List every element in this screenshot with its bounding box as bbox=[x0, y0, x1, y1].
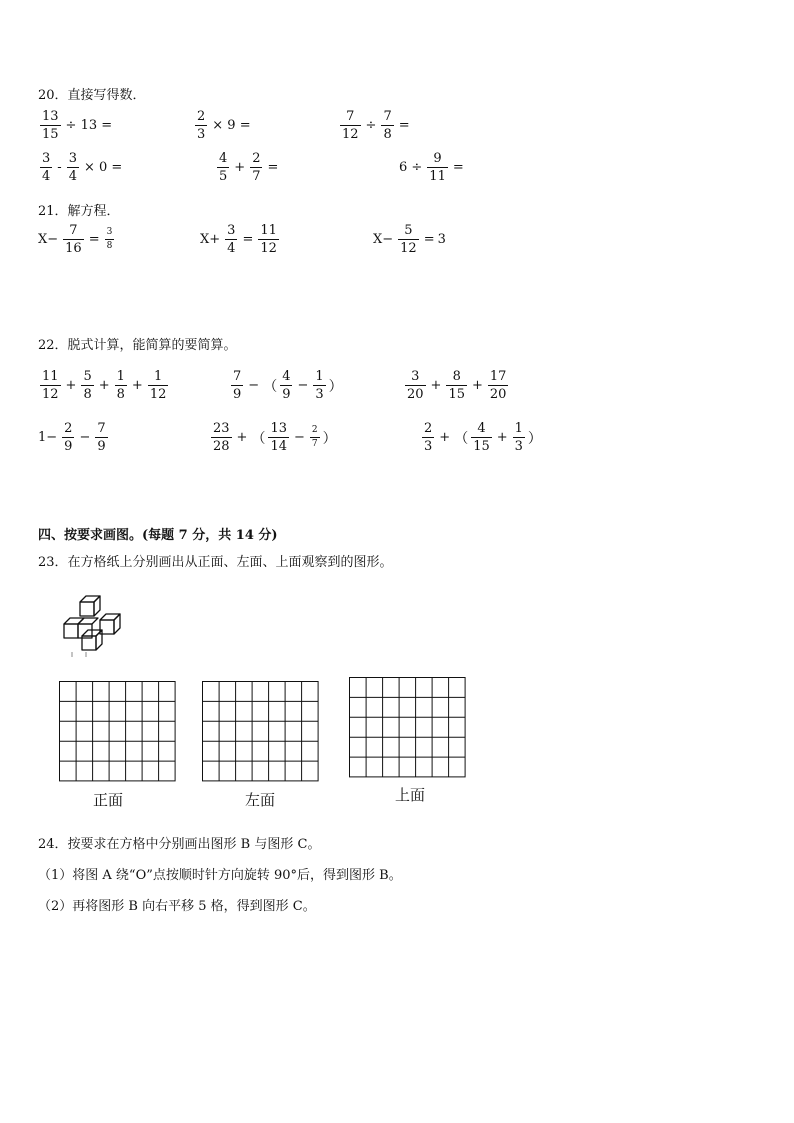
q20-item-4: $\frac{3}{4}$ - $\frac{3}{4}$ × 0 = bbox=[42, 151, 123, 184]
fraction: $\frac{5}{12}$ bbox=[400, 223, 417, 256]
fraction: $\frac{4}{9}$ bbox=[282, 369, 291, 402]
left-view-grid[interactable] bbox=[202, 681, 319, 782]
q24-step-2: （2）再将图形 B 向右平移 5 格，得到图形 C。 bbox=[38, 899, 316, 914]
fraction: $\frac{3}{4}$ bbox=[227, 223, 236, 256]
q20-item-3: $\frac{7}{12}$ ÷ $\frac{7}{8}$ = bbox=[342, 109, 410, 142]
front-view-label: 正面 bbox=[93, 791, 124, 809]
q21-equation-2: X+ $\frac{3}{4}$ = $\frac{11}{12}$ bbox=[200, 223, 277, 256]
q22-expression-3: $\frac{3}{20}$ + $\frac{8}{15}$ + $\frac{17}{20}$ bbox=[407, 369, 507, 402]
fraction: $\frac{1}{12}$ bbox=[149, 369, 167, 402]
section-4-title: 四、按要求画图。(每题 7 分，共 14 分) bbox=[38, 528, 278, 543]
fraction: $\frac{3}{20}$ bbox=[407, 369, 424, 402]
fraction: $\frac{13}{14}$ bbox=[270, 421, 287, 454]
q21-title: 21．解方程． bbox=[38, 204, 120, 219]
fraction: $\frac{7}{9}$ bbox=[233, 369, 242, 402]
fraction: $\frac{2}{7}$ bbox=[252, 151, 261, 184]
q23-title: 23．在方格纸上分别画出从正面、左面、上面观察到的图形。 bbox=[38, 555, 393, 570]
fraction: $\frac{3}{4}$ bbox=[42, 151, 51, 184]
q20-item-1: $\frac{13}{15}$ ÷ 13 = bbox=[42, 109, 113, 142]
fraction: $\frac{7}{12}$ bbox=[342, 109, 359, 142]
fraction: $\frac{7}{9}$ bbox=[97, 421, 106, 454]
q22-expression-1: $\frac{11}{12}$ + $\frac{5}{8}$ + $\frac{1}{8}$ + $\frac{1}{12}$ bbox=[42, 369, 167, 402]
q22-expression-2: $\frac{7}{9}$ − （ $\frac{4}{9}$ − $\frac{1}{3}$ ） bbox=[233, 369, 343, 402]
fraction: $\frac{1}{3}$ bbox=[514, 421, 523, 454]
q24-step-1: （1）将图 A 绕“O”点按顺时针方向旋转 90°后，得到图形 B。 bbox=[38, 868, 402, 883]
q20-item-2: $\frac{2}{3}$ × 9 = bbox=[197, 109, 251, 142]
q22-title: 22．脱式计算，能简算的要简算。 bbox=[38, 338, 237, 353]
fraction: $\frac{7}{8}$ bbox=[383, 109, 392, 142]
q22-expression-5: $\frac{23}{28}$ + （ $\frac{13}{14}$ − $\frac{2}{7}$ ） bbox=[213, 421, 337, 454]
q20-item-6: 6 ÷ $\frac{9}{11}$ = bbox=[399, 151, 464, 184]
q21-equation-1: X− $\frac{7}{16}$ = $\frac{3}{8}$ bbox=[38, 223, 113, 256]
q22-expression-4: 1− $\frac{2}{9}$ − $\frac{7}{9}$ bbox=[38, 421, 106, 454]
fraction: $\frac{11}{12}$ bbox=[260, 223, 277, 256]
fraction: $\frac{7}{16}$ bbox=[65, 223, 82, 256]
left-view-label: 左面 bbox=[245, 791, 276, 809]
fraction: $\frac{1}{8}$ bbox=[116, 369, 125, 402]
cube-stack-figure bbox=[56, 594, 132, 658]
fraction: $\frac{3}{8}$ bbox=[106, 227, 113, 251]
fraction: $\frac{13}{15}$ bbox=[42, 109, 59, 142]
fraction: $\frac{1}{3}$ bbox=[315, 369, 324, 402]
fraction: $\frac{17}{20}$ bbox=[489, 369, 507, 402]
q21-equation-3: X− $\frac{5}{12}$ = 3 bbox=[373, 223, 446, 256]
fraction: $\frac{4}{5}$ bbox=[219, 151, 228, 184]
top-view-label: 上面 bbox=[395, 786, 426, 804]
fraction: $\frac{3}{4}$ bbox=[68, 151, 77, 184]
fraction: $\frac{8}{15}$ bbox=[448, 369, 465, 402]
q20-title: 20．直接写得数． bbox=[38, 88, 146, 103]
fraction: $\frac{5}{8}$ bbox=[83, 369, 92, 402]
fraction: $\frac{2}{3}$ bbox=[197, 109, 206, 142]
top-view-grid[interactable] bbox=[349, 677, 466, 778]
q22-expression-6: $\frac{2}{3}$ + （ $\frac{4}{15}$ + $\frac{1}{3}$ ） bbox=[424, 421, 542, 454]
front-view-grid[interactable] bbox=[59, 681, 176, 782]
q24-title: 24．按要求在方格中分别画出图形 B 与图形 C。 bbox=[38, 837, 321, 852]
fraction: $\frac{2}{9}$ bbox=[64, 421, 73, 454]
fraction: $\frac{2}{7}$ bbox=[311, 425, 318, 449]
fraction: $\frac{4}{15}$ bbox=[473, 421, 490, 454]
fraction: $\frac{9}{11}$ bbox=[429, 151, 446, 184]
fraction: $\frac{2}{3}$ bbox=[424, 421, 433, 454]
fraction: $\frac{23}{28}$ bbox=[213, 421, 230, 454]
q20-item-5: $\frac{4}{5}$ + $\frac{2}{7}$ = bbox=[219, 151, 279, 184]
fraction: $\frac{11}{12}$ bbox=[42, 369, 59, 402]
